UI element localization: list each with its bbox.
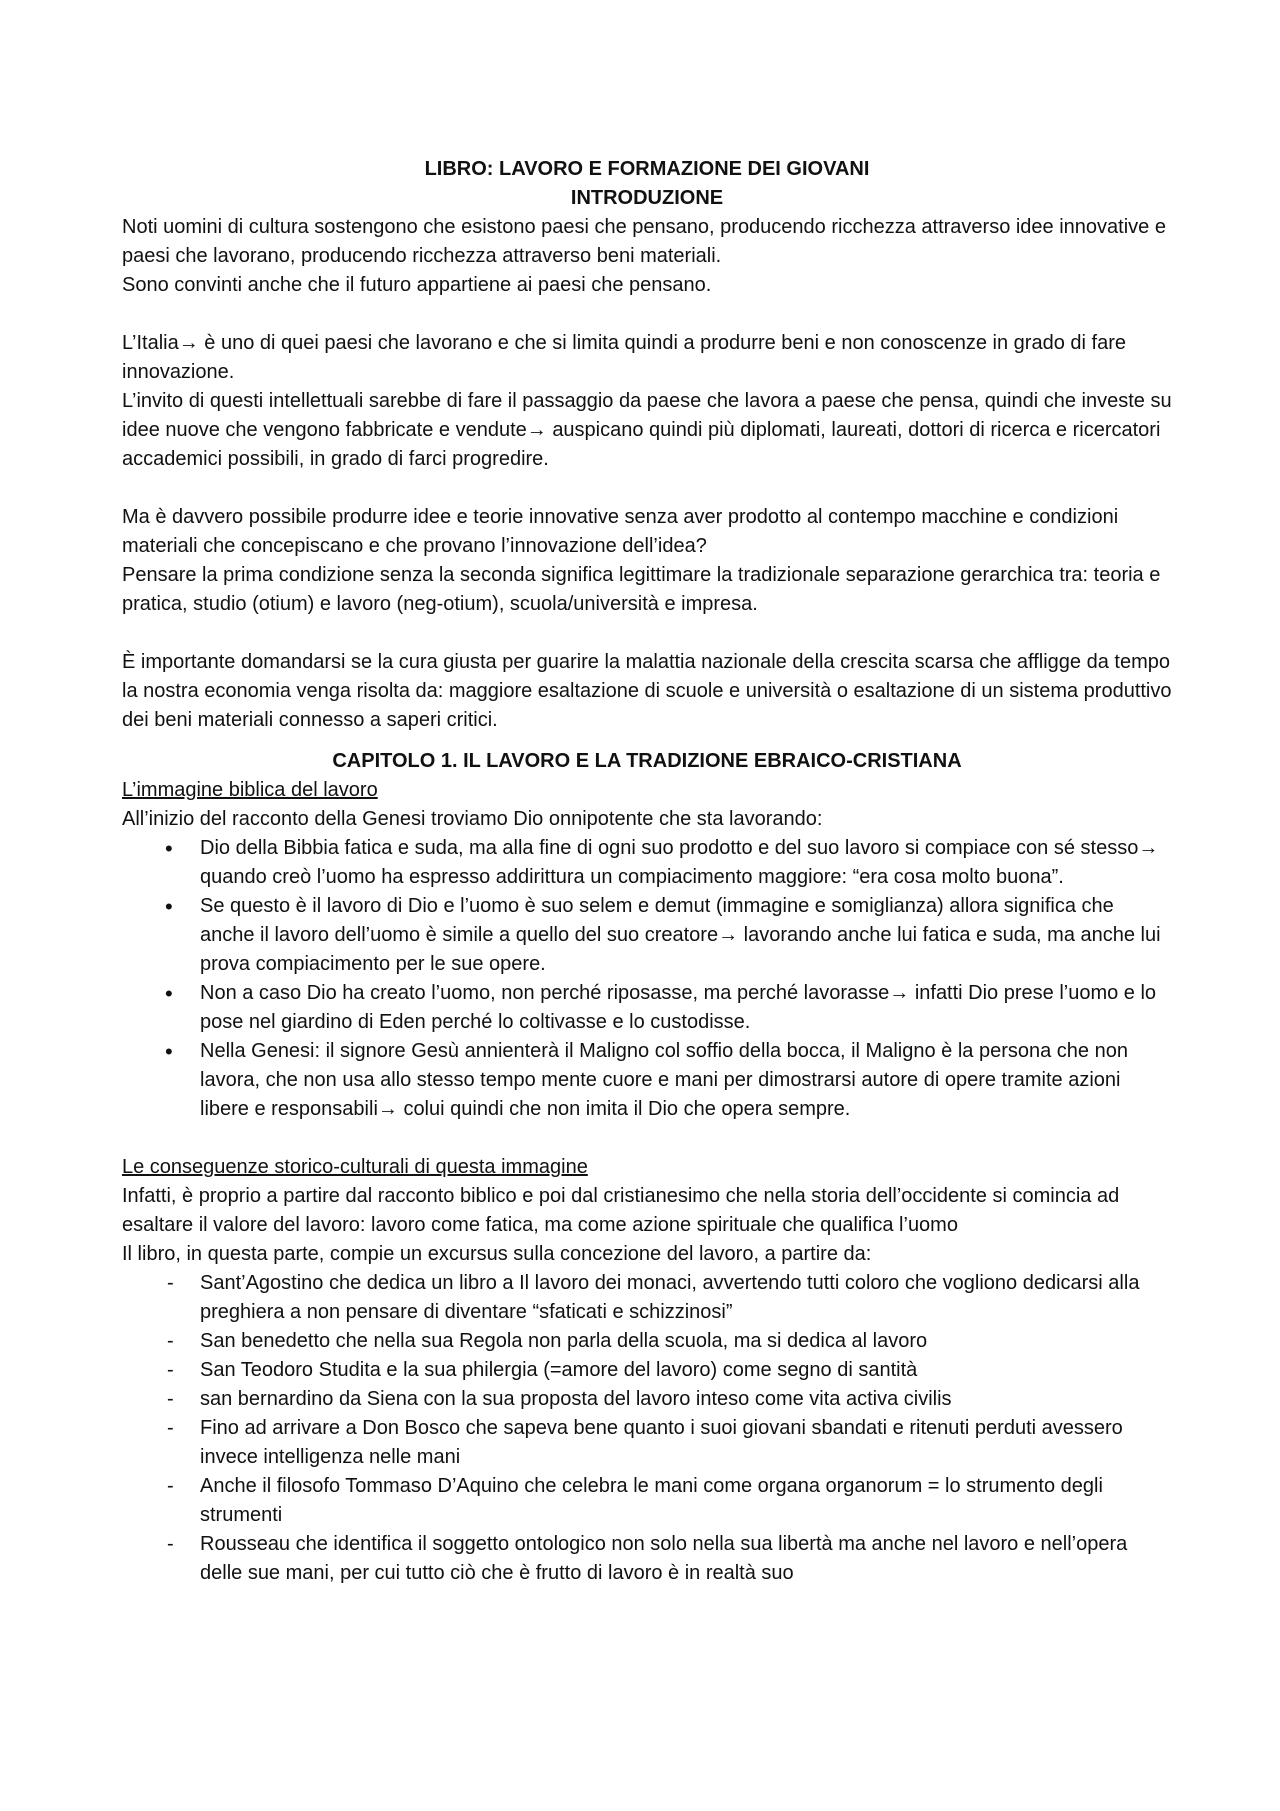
spacer	[122, 1124, 1172, 1153]
document-title: LIBRO: LAVORO E FORMAZIONE DEI GIOVANI	[424, 158, 870, 180]
intro-paragraph-2: Sono convinti anche che il futuro appartiene ai paesi che pensano.	[122, 274, 712, 296]
spacer	[122, 735, 1172, 747]
intro-paragraph-6: Pensare la prima condizione senza la seconda significa legittimare la tradizionale separazione gerarchica tra: teoria e pratica, studio (otium) e lavoro (neg-otium), scuola/università e impresa.	[122, 564, 1161, 615]
section-intro: All’inizio del racconto della Genesi troviamo Dio onnipotente che sta lavorando:	[122, 808, 823, 830]
document-page	[122, 155, 1172, 1588]
section-paragraph-1: Infatti, è proprio a partire dal racconto biblico e poi dal cristianesimo che nella storia dell’occidente si comincia ad esaltare il valore del lavoro: lavoro come fatica, ma come azione spirituale che qualifica l’uomo	[122, 1185, 1120, 1236]
dash-item: - San Teodoro Studita e la sua philergia (=amore del lavoro) come segno di santità	[200, 1356, 1172, 1385]
bullet-item: • Non a caso Dio ha creato l’uomo, non perché riposasse, ma perché lavorasse→ infatti Dio prese l’uomo e lo pose nel giardino di Eden perché lo coltivasse e lo custodisse.	[200, 979, 1172, 1037]
intro-paragraph-3: L’Italia→ è uno di quei paesi che lavorano e che si limita quindi a produrre beni e non conoscenze in grado di fare innovazione.	[122, 332, 1126, 383]
dash-item: - Sant’Agostino che dedica un libro a Il lavoro dei monaci, avvertendo tutti coloro che vogliono dedicarsi alla preghiera a non pensare di diventare “sfaticati e schizzinosi”	[200, 1269, 1172, 1327]
dash-item: - Anche il filosofo Tommaso D’Aquino che celebra le mani come organa organorum = lo strumento degli strumenti	[200, 1472, 1172, 1530]
spacer	[122, 300, 1172, 329]
bullet-list	[122, 834, 1172, 1124]
dash-item: - Fino ad arrivare a Don Bosco che sapeva bene quanto i suoi giovani sbandati e ritenuti perduti avessero invece intelligenza nelle mani	[200, 1414, 1172, 1472]
bullet-item: • Dio della Bibbia fatica e suda, ma alla fine di ogni suo prodotto e del suo lavoro si compiace con sé stesso→ quando creò l’uomo ha espresso addirittura un compiacimento maggiore: “era cosa molto buona”.	[200, 834, 1172, 892]
dash-item: - Rousseau che identifica il soggetto ontologico non solo nella sua libertà ma anche nel lavoro e nell’opera delle sue mani, per cui tutto ciò che è frutto di lavoro è in realtà suo	[200, 1530, 1172, 1588]
section-heading-biblical-image: L’immagine biblica del lavoro	[122, 779, 378, 801]
bullet-item: • Se questo è il lavoro di Dio e l’uomo è suo selem e demut (immagine e somiglianza) allora significa che anche il lavoro dell’uomo è simile a quello del suo creatore→ lavorando anche lui fatica e suda, ma anche lui prova compiacimento per le sue opere.	[200, 892, 1172, 979]
section-title-introduzione: INTRODUZIONE	[570, 187, 724, 209]
intro-paragraph-4: L’invito di questi intellettuali sarebbe di fare il passaggio da paese che lavora a paese che pensa, quindi che investe su idee nuove che vengono fabbricate e vendute→ auspicano quindi più diplomati, laureati, dottori di ricerca e ricercatori accademici possibili, in grado di farci progredire.	[122, 390, 1172, 470]
chapter-title: CAPITOLO 1. IL LAVORO E LA TRADIZIONE EBRAICO-CRISTIANA	[332, 750, 962, 772]
bullet-item: • Nella Genesi: il signore Gesù annienterà il Maligno col soffio della bocca, il Maligno è la persona che non lavora, che non usa allo stesso tempo mente cuore e mani per dimostrarsi autore di opere tramite azioni libere e responsabili→ colui quindi che non imita il Dio che opera sempre.	[200, 1037, 1172, 1124]
dash-item: - San benedetto che nella sua Regola non parla della scuola, ma si dedica al lavoro	[200, 1327, 1172, 1356]
intro-paragraph-1: Noti uomini di cultura sostengono che esistono paesi che pensano, producendo ricchezza attraverso idee innovative e paesi che lavorano, producendo ricchezza attraverso beni materiali.	[122, 216, 1166, 267]
spacer	[122, 474, 1172, 503]
dash-item: - san bernardino da Siena con la sua proposta del lavoro inteso come vita activa civilis	[200, 1385, 1172, 1414]
intro-paragraph-7: È importante domandarsi se la cura giusta per guarire la malattia nazionale della crescita scarsa che affligge da tempo la nostra economia venga risolta da: maggiore esaltazione di scuole e università o esaltazione di un sistema produttivo dei beni materiali connesso a saperi critici.	[122, 651, 1172, 731]
intro-paragraph-5: Ma è davvero possibile produrre idee e teorie innovative senza aver prodotto al contempo macchine e condizioni materiali che concepiscano e che provano l’innovazione dell’idea?	[122, 506, 1119, 557]
spacer	[122, 619, 1172, 648]
section-paragraph-2: Il libro, in questa parte, compie un excursus sulla concezione del lavoro, a partire da:	[122, 1243, 872, 1265]
dash-list	[122, 1269, 1172, 1588]
section-heading-consequences: Le conseguenze storico-culturali di questa immagine	[122, 1156, 588, 1178]
